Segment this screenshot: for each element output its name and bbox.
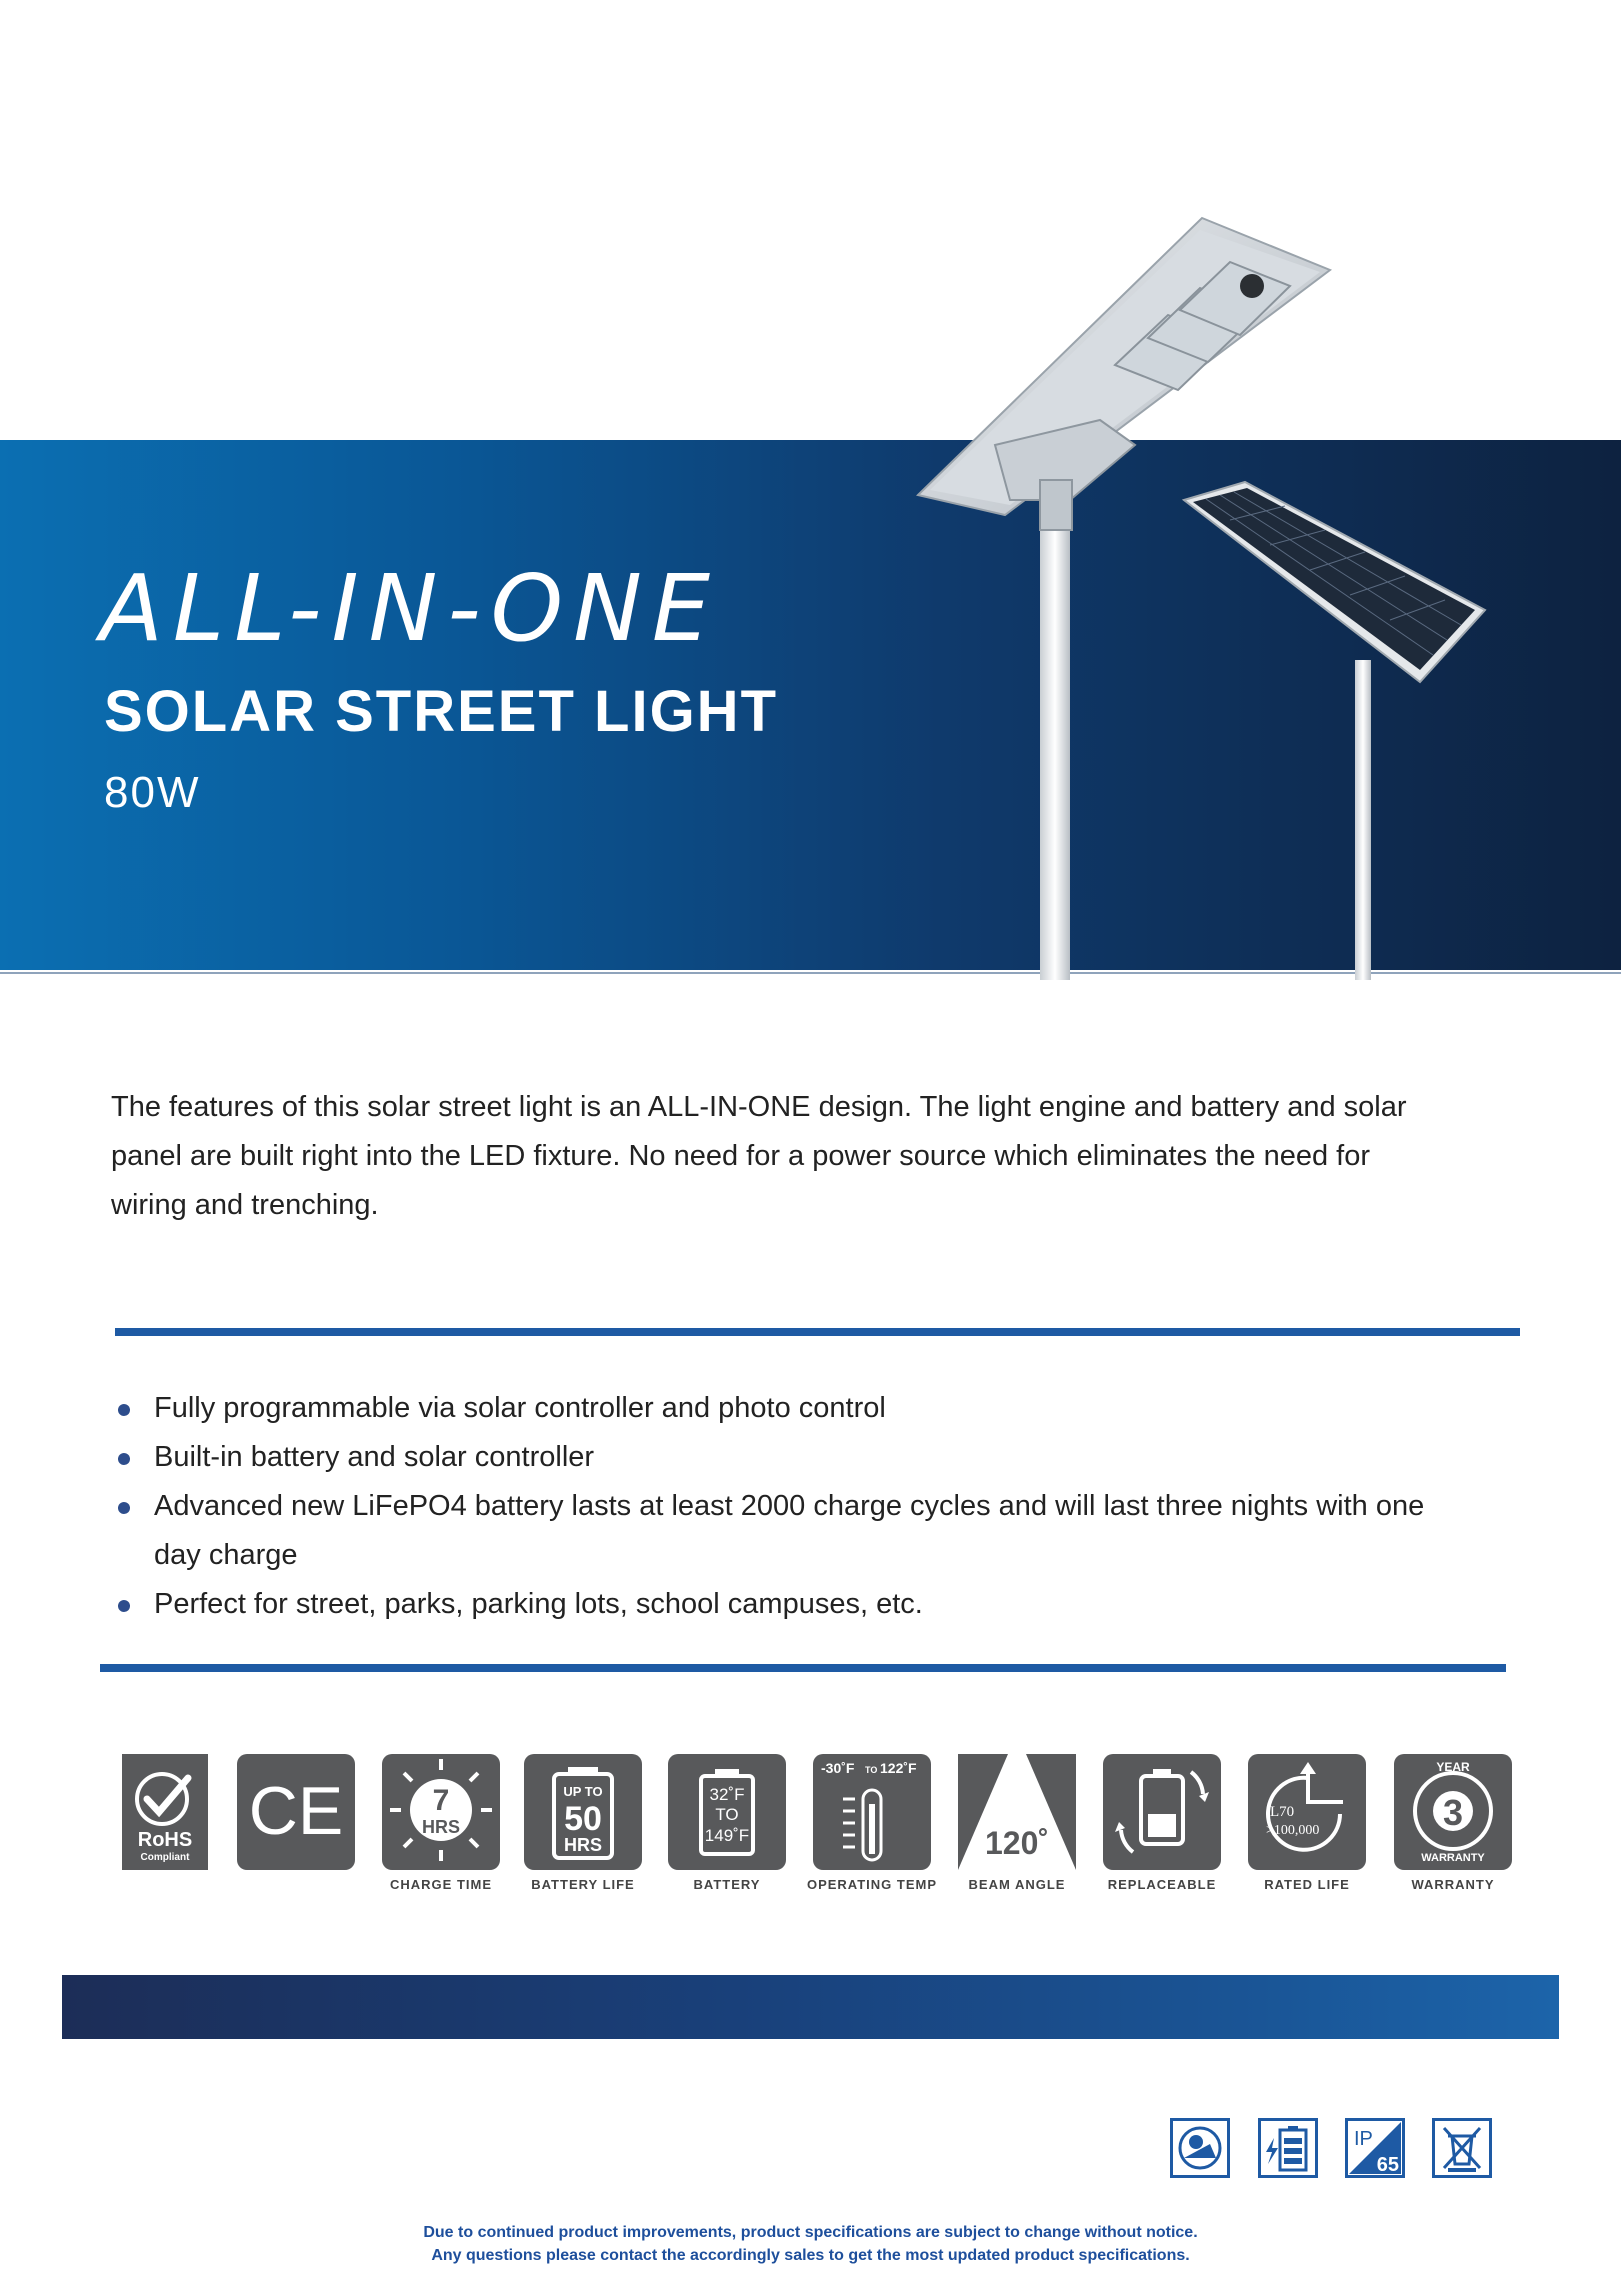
battery-life-label: BATTERY LIFE <box>531 1877 635 1892</box>
svg-text:WARRANTY: WARRANTY <box>1421 1852 1485 1864</box>
list-item: Built-in battery and solar controller <box>110 1433 1454 1482</box>
ce-icon <box>237 1754 355 1870</box>
svg-text:3: 3 <box>1442 1792 1464 1833</box>
bullet-icon <box>118 1404 130 1416</box>
beam-angle-label: BEAM ANGLE <box>968 1877 1066 1892</box>
wattage: 80W <box>104 768 201 817</box>
battery-life-icon <box>524 1754 642 1870</box>
list-item: Perfect for street, parks, parking lots, school campuses, etc. <box>110 1580 1454 1629</box>
feature-list <box>110 1384 1454 1629</box>
bullet-icon <box>118 1453 130 1465</box>
title-solar-street-light: SOLAR STREET LIGHT <box>104 679 778 744</box>
title-all-in-one: ALL-IN-ONE <box>100 555 721 662</box>
rohs-icon <box>122 1754 208 1870</box>
rated-life-label: RATED LIFE <box>1264 1877 1350 1892</box>
svg-text:>100,000: >100,000 <box>1266 1823 1320 1838</box>
ip65-icon <box>1345 2118 1405 2178</box>
svg-text:UP TO: UP TO <box>563 1784 603 1799</box>
svg-text:HRS: HRS <box>421 1817 461 1837</box>
svg-text:CE: CE <box>248 1773 344 1849</box>
bullet-icon <box>118 1502 130 1514</box>
charge-time-label: CHARGE TIME <box>390 1877 492 1892</box>
warranty-label: WARRANTY <box>1411 1877 1495 1892</box>
disclaimer <box>0 2221 1621 2267</box>
svg-text:RoHS: RoHS <box>137 1829 193 1851</box>
svg-text:65: 65 <box>1376 2154 1399 2176</box>
battery-label: BATTERY <box>693 1877 761 1892</box>
divider-bottom <box>100 1664 1506 1672</box>
list-item: Fully programmable via solar controller and photo control <box>110 1384 1454 1433</box>
svg-text:YEAR: YEAR <box>1436 1760 1470 1774</box>
replaceable-label: REPLACEABLE <box>1107 1877 1217 1892</box>
rated-life-icon <box>1248 1754 1366 1870</box>
warranty-icon <box>1394 1754 1512 1870</box>
bullet-icon <box>118 1600 130 1612</box>
solar-sun-icon <box>1170 2118 1230 2178</box>
svg-text:32˚F: 32˚F <box>709 1785 745 1804</box>
weee-bin-icon <box>1432 2118 1492 2178</box>
svg-text:-30˚F: -30˚F <box>821 1760 855 1776</box>
svg-text:Compliant: Compliant <box>140 1852 190 1863</box>
divider-top <box>115 1328 1520 1336</box>
svg-text:HRS: HRS <box>563 1835 603 1855</box>
replaceable-icon <box>1103 1754 1221 1870</box>
battery-temp-icon <box>668 1754 786 1870</box>
svg-text:TO: TO <box>865 1765 878 1775</box>
svg-text:149˚F: 149˚F <box>704 1826 750 1845</box>
street-light-illustration <box>900 200 1540 980</box>
beam-angle-icon <box>958 1754 1076 1870</box>
svg-text:IP: IP <box>1354 2128 1373 2150</box>
disclaimer-line-2: Any questions please contact the accordingly sales to get the most updated product specifications. <box>431 2247 1190 2264</box>
svg-text:L70: L70 <box>1270 1804 1295 1820</box>
svg-text:122˚F: 122˚F <box>880 1760 917 1776</box>
intro-paragraph: The features of this solar street light is an ALL-IN-ONE design. The light engine and battery and solar panel are built right into the LED fixture. No need for a power source which eliminates the need for wiring and trenching. <box>111 1091 1407 1221</box>
svg-text:7: 7 <box>432 1784 450 1817</box>
svg-text:50: 50 <box>564 1800 602 1838</box>
charge-time-icon <box>382 1754 500 1870</box>
footer-band <box>62 1975 1559 2039</box>
battery-charge-icon <box>1258 2118 1318 2178</box>
operating-temp-label: OPERATING TEMP <box>806 1877 938 1892</box>
operating-temp-icon <box>813 1754 931 1870</box>
list-item: Advanced new LiFePO4 battery lasts at least 2000 charge cycles and will last three nights with one day charge <box>110 1482 1454 1580</box>
svg-text:TO: TO <box>715 1805 739 1824</box>
disclaimer-line-1: Due to continued product improvements, product specifications are subject to change without notice. <box>423 2224 1198 2241</box>
svg-text:120˚: 120˚ <box>984 1825 1050 1861</box>
